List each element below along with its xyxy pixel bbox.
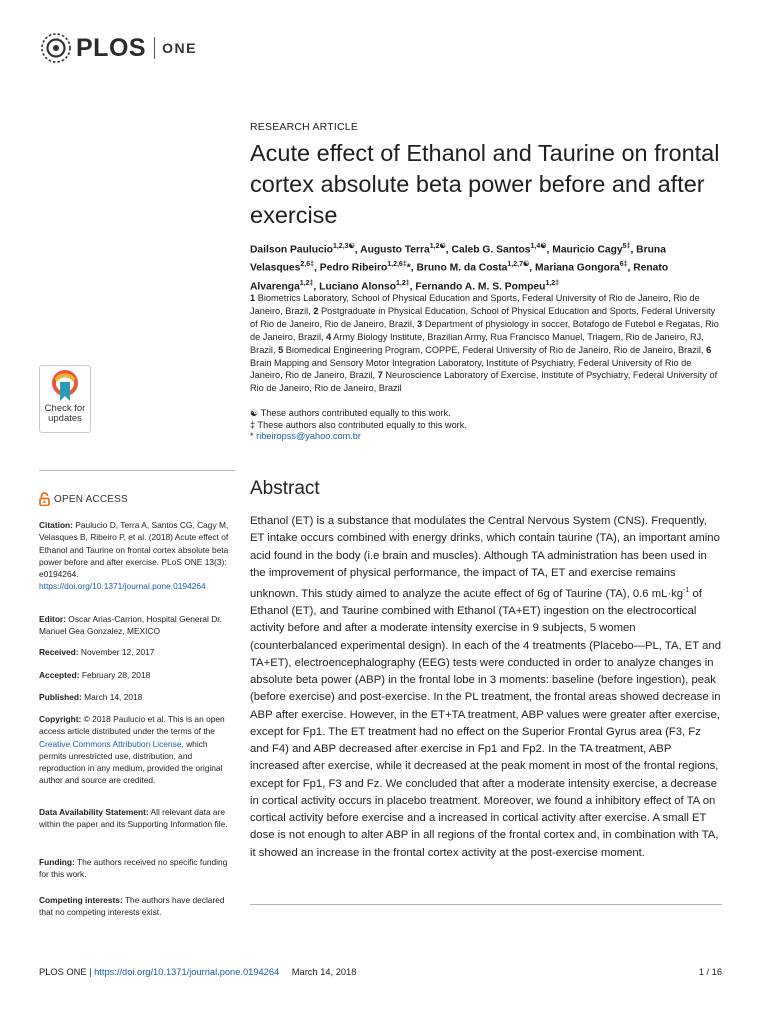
citation-label: Citation: [39, 520, 73, 530]
author-affiliation-marker: 1,2,7☯ [507, 261, 530, 269]
data-availability-text: All relevant data are within the paper and its Supporting Information file. [39, 807, 228, 830]
author-affiliation-marker: 2,6‡ [300, 261, 314, 269]
citation-block [39, 519, 235, 593]
affiliation-text: Army Biology Institute, Brazilian Army, Rua Francisco Manuel, Triagem, Rio de Janeiro, RJ, Brazil, [250, 331, 704, 355]
sidebar-divider [39, 470, 235, 471]
affiliation-text: Postgraduate in Physical Education, School of Physical Education and Sports, Federal University of Rio de Janeiro, Rio de Janeiro, Brazil, [250, 305, 716, 329]
copyright-text-1: © 2018 Paulucio et al. This is an open access article distributed under the terms of the [39, 714, 225, 737]
editor-block [39, 613, 235, 638]
equal-contribution-note: ☯ These authors contributed equally to this work. [250, 408, 451, 418]
author-separator: *, [406, 262, 417, 274]
author-separator: , [445, 244, 452, 256]
copyright-label: Copyright: [39, 714, 82, 724]
editor-label: Editor: [39, 614, 66, 624]
funding-block [39, 856, 235, 881]
affiliation-number: 4 [326, 331, 332, 342]
copyright-text-2: , which permits unrestricted use, distribution, and reproduction in any medium, provided the original author and source are credited. [39, 738, 223, 786]
received-label: Received: [39, 647, 79, 657]
author-affiliation-marker: 1,2‡ [396, 279, 410, 287]
affiliation-text: Biometrics Laboratory, School of Physical Education and Sports, Federal University of Rio de Janeiro, Rio de Janeiro, Brazil, [250, 293, 700, 316]
received-text: November 12, 2017 [78, 647, 155, 657]
open-access-text: OPEN ACCESS [54, 493, 128, 505]
accepted-block [39, 669, 235, 681]
funding-label: Funding: [39, 857, 75, 867]
logo-divider [154, 37, 155, 59]
author-affiliation-marker: 1,2,6‡ [387, 261, 407, 269]
bookmark-icon [50, 370, 80, 402]
article-title: Acute effect of Ethanol and Taurine on frontal cortex absolute beta power before and after exercise [250, 140, 720, 228]
affiliation-number: 5 [278, 344, 284, 355]
affiliation-text: Neuroscience Laboratory of Exercise, Institute of Psychiatry, Federal University of Rio de Janeiro, Rio de Janeiro, Brazil [250, 370, 718, 394]
author-affiliation-marker: 1,2,3☯ [332, 243, 355, 250]
open-access-label [39, 492, 128, 506]
footer-date: March 14, 2018 [291, 967, 357, 977]
published-text: March 14, 2018 [81, 692, 143, 702]
license-link[interactable]: Creative Commons Attribution License [39, 738, 182, 749]
author-affiliation-marker: 1,2‡ [299, 279, 314, 287]
also-contribution-note: ‡ These authors also contributed equally to this work. [250, 419, 467, 430]
footer-citation [39, 967, 356, 977]
data-availability-label: Data Availability Statement: [39, 807, 149, 817]
published-block [39, 691, 235, 703]
author-name: Fernando A. M. S. Pompeu [415, 281, 546, 293]
author-list [250, 239, 722, 294]
author-separator: , [529, 262, 536, 274]
author-name: Luciano Alonso [319, 281, 397, 293]
author-name: Pedro Ribeiro [319, 262, 388, 274]
author-separator: , [409, 281, 416, 293]
author-name: Mauricio Cagy [552, 244, 623, 256]
affiliation-number: 7 [377, 370, 383, 381]
article-type: RESEARCH ARTICLE [250, 121, 359, 133]
competing-interests-block [39, 894, 235, 919]
open-lock-icon [39, 492, 50, 506]
data-availability-block [39, 806, 235, 831]
received-block [39, 646, 235, 658]
author-separator: , [546, 244, 553, 256]
copyright-block [39, 713, 235, 787]
abstract-part-2: of Ethanol (ET), and Taurine combined with Ethanol (TA+ET) ingestion on the electrocortical activity before and after a moderate intensity exercise in 9 subjects, 5 women (counterbalanced experimental design). In each of the 4 treatments (Placebo—PL, TA, ET and TA+ET), electroencephalography (EEG) tests were conducted in order to analyze changes in absolute beta power (ABP) in the frontal lobe in 3 moments: baseline (before ingestion), peak (before exercise) and post-exercise. In the PL treatment, the frontal areas showed decrease in ABP after exercise. However, in the ET+TA treatment, ABP values were greater after exercise, except for Fp1. The ET treatment had no effect on the Superior Frontal Gyrus area (F3, Fz and F4) and ABP decreased after exercise in Fp1 and Fp2. In the TA treatment, ABP increased after exercise, while it decreased at the peak moment in most of the frontal regions, except for Fp1, F3 and Fz. We concluded that after a moderate intensity exercise, a decrease in cortical activity occurs in placebo treatment. Moreover, we found a inhibitory effect of TA on cortical activity before exercise and a increased in cortical activity after exercise. A small ET dose is not enough to alter ABP in all regions of the frontal cortex and, in combination with TA, it showed an increase in the frontal cortex activity at the post-exercise moment. [250, 587, 721, 859]
published-label: Published: [39, 692, 82, 702]
affiliation-number: 2 [313, 305, 319, 316]
competing-interests-text: The authors have declared that no competing interests exist. [39, 895, 225, 918]
author-notes [250, 408, 722, 443]
affiliation-text: Brain Mapping and Sensory Motor Integration Laboratory, Institute of Psychiatry, Federal University of Rio de Janeiro, Rio de Janeiro, Brazil, [250, 357, 692, 381]
footer-journal: PLOS ONE | [39, 967, 95, 977]
author-separator: , [314, 262, 320, 274]
author-name: Mariana Gongora [535, 262, 620, 274]
funding-text: The authors received no specific funding for this work. [39, 857, 228, 880]
accepted-label: Accepted: [39, 670, 80, 680]
affiliation-number: 6 [706, 344, 712, 355]
accepted-text: February 28, 2018 [79, 670, 151, 680]
author-name: Augusto Terra [360, 244, 430, 256]
check-for-updates-badge[interactable] [39, 365, 91, 433]
competing-interests-label: Competing interests: [39, 895, 123, 905]
author-affiliation-marker: 1,2‡ [545, 279, 560, 287]
author-affiliation-marker: 5‡ [622, 243, 631, 250]
affiliations [250, 292, 722, 395]
citation-doi-link[interactable]: https://doi.org/10.1371/journal.pone.0194264 [39, 581, 206, 592]
author-affiliation-marker: 1,4☯ [530, 243, 547, 250]
author-separator: , [627, 262, 634, 274]
affiliation-text: Department of physiology in soccer, Botafogo de Futebol e Regatas, Rio de Janeiro, Brazil, [250, 318, 719, 342]
abstract-part-1: Ethanol (ET) is a substance that modulates the Central Nervous System (CNS). Frequently, ET intake occurs combined with energy drinks, which contain taurine (TA), an important amino acid found in the body (i.e brain and muscles). Although TA administration has been used in the improvement of physical performance, the impact of TA, ET and exercise remains unknown. This study aimed to analyze the acute effect of 6g of Taurine (TA), 0.6 mL·kg [250, 515, 720, 600]
plos-logo[interactable] [39, 31, 197, 65]
author-affiliation-marker: 6‡ [619, 261, 628, 269]
affiliation-number: 1 [250, 293, 256, 303]
author-name: Dailson Paulucio [250, 244, 333, 256]
author-name: Bruna Velasques [250, 244, 666, 274]
logo-text: PLOS [76, 33, 147, 62]
page-footer [39, 967, 722, 977]
check-for-updates-label: Check for updates [44, 403, 86, 424]
abstract-text [250, 513, 722, 862]
corresponding-note [250, 431, 722, 443]
page-number: 1 / 16 [698, 967, 722, 977]
editor-text: Oscar Arias-Carrion, Hospital General Dr. Manuel Gea Gonzalez, MEXICO [39, 614, 222, 637]
affiliation-number: 3 [417, 318, 423, 329]
abstract-heading: Abstract [250, 478, 320, 499]
logo-subtitle: ONE [162, 40, 197, 56]
author-separator: , [313, 281, 320, 293]
abstract-superscript: -1 [683, 587, 690, 594]
author-affiliation-marker: 1,2☯ [429, 243, 446, 250]
plos-mark-icon [39, 31, 73, 65]
footer-doi-link[interactable]: https://doi.org/10.1371/journal.pone.0194264 [94, 967, 280, 977]
citation-text: Paulucio D, Terra A, Santos CG, Cagy M, Velasques B, Ribeiro P, et al. (2018) Acute effect of Ethanol and Taurine on frontal cortex absolute beta power before and after exercise. PLoS ONE 13(3): e0194264. [39, 520, 229, 580]
author-name: Renato Alvarenga [250, 262, 669, 293]
abstract-divider [250, 904, 722, 905]
corresponding-email-link[interactable]: ribeiropss@yahoo.com.br [256, 431, 361, 441]
author-name: Caleb G. Santos [451, 244, 531, 256]
corresponding-star: * [250, 431, 257, 441]
author-name: Bruno M. da Costa [416, 262, 508, 274]
affiliation-text: Biomedical Engineering Program, COPPE, Federal University of Rio de Janeiro, Rio de Janeiro, Brazil, [285, 344, 704, 355]
author-separator: , [354, 244, 361, 256]
author-separator: , [630, 244, 637, 256]
